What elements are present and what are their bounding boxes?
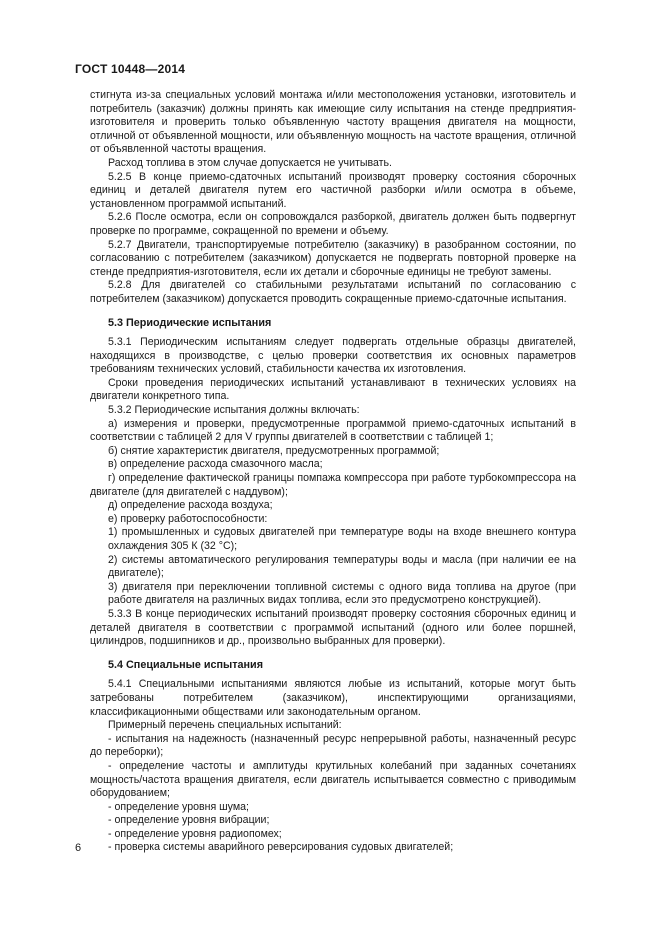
sub-item-3: 3) двигателя при переключении топливной системы с одного вида топлива на другое (при работе двигателя на различных видах топлива, если это предусмотрено конструкцией). xyxy=(108,580,576,607)
list-item-d: д) определение расхода воздуха; xyxy=(108,499,273,512)
list-item-reversing: - проверка системы аварийного реверсирования судовых двигателей; xyxy=(108,841,454,854)
document-body xyxy=(90,89,576,855)
list-item-radio: - определение уровня радиопомех; xyxy=(108,827,282,840)
paragraph-5-2-5: 5.2.5 В конце приемо-сдаточных испытаний производят проверку состояния сборочных единиц и деталей двигателя путем его частичной разборки и/или осмотра в объеме, установленном программой испытаний. xyxy=(90,170,576,210)
document-header: ГОСТ 10448—2014 xyxy=(75,62,186,76)
list-item-b: б) снятие характеристик двигателя, предусмотренных программой; xyxy=(108,444,440,457)
list-item-vibration: - определение уровня вибрации; xyxy=(108,814,270,827)
paragraph-periodic-terms: Сроки проведения периодических испытаний устанавливают в технических условиях на двигатели конкретного типа. xyxy=(90,376,576,403)
paragraph-5-3-3: 5.3.3 В конце периодических испытаний производят проверку состояния сборочных единиц и деталей двигателя в соответствии с программой испытаний (одного или более поршней, цилиндров, подшипников и др., произвольно выбранных для проверки). xyxy=(90,607,576,648)
sub-item-2: 2) системы автоматического регулирования температуры воды и масла (при наличии ее на двигателе); xyxy=(108,553,576,580)
paragraph-5-4-1: 5.4.1 Специальными испытаниями являются любые из испытаний, которые могут быть затребованы потребителем (заказчиком), инспектирующими организациями, классификационными обществами или законодательным органом. xyxy=(90,678,576,718)
section-heading-5-4: 5.4 Специальные испытания xyxy=(108,658,263,671)
list-item-noise: - определение уровня шума; xyxy=(108,800,249,813)
paragraph-continuation: стигнута из-за специальных условий монтажа и/или местоположения установки, изготовитель и потребитель (заказчик) должны принять как имеющие силу испытания на стенде предприятия-изготовителя и проверить только объявленную частоту вращения двигателя на мощности, отличной от объявленной мощности, или объявленную мощность на частоте вращения, отличной от объявленной частоты вращения. xyxy=(90,89,576,156)
page-number: 6 xyxy=(75,842,82,854)
list-item-e: е) проверку работоспособности: xyxy=(108,512,268,525)
paragraph-5-2-8: 5.2.8 Для двигателей со стабильными результатами испытаний по согласованию с потребителем (заказчиком) допускается проводить сокращенные приемо-сдаточные испытания. xyxy=(90,279,576,305)
paragraph-5-2-7: 5.2.7 Двигатели, транспортируемые потребителю (заказчику) в разобранном состоянии, по согласованию с потребителем (заказчиком) допускается не подвергать повторной проверке на стенде предприятия-изготовителя, если их детали и сборочные единицы не требуют замены. xyxy=(90,238,576,278)
list-item-v: в) определение расхода смазочного масла; xyxy=(108,458,323,471)
sub-item-1: 1) промышленных и судовых двигателей при температуре воды на входе внешнего контура охлаждения 305 К (32 °С); xyxy=(108,526,576,552)
paragraph-5-2-6: 5.2.6 После осмотра, если он сопровождался разборкой, двигатель должен быть подвергнут проверке по программе, сокращенной по времени и объему. xyxy=(90,211,576,237)
paragraph-special-list-intro: Примерный перечень специальных испытаний: xyxy=(108,719,342,732)
list-item-reliability: - испытания на надежность (назначенный ресурс непрерывной работы, назначенный ресурс до переборки); xyxy=(90,732,576,759)
list-item-torsional: - определение частоты и амплитуды крутильных колебаний при заданных сочетаниях мощность/частота вращения двигателя, если двигатель испытывается совместно с приводимым оборудованием; xyxy=(90,759,576,800)
paragraph-5-3-2: 5.3.2 Периодические испытания должны включать: xyxy=(108,404,360,417)
list-item-a: а) измерения и проверки, предусмотренные программой приемо-сдаточных испытаний в соответствии с таблицей 2 для V группы двигателей в соответствии с таблицей 1; xyxy=(90,417,576,444)
section-heading-5-3: 5.3 Периодические испытания xyxy=(108,316,272,329)
list-item-g: г) определение фактической границы помпажа компрессора при работе турбокомпрессора на двигателе (для двигателей с наддувом); xyxy=(90,472,576,498)
paragraph-5-3-1: 5.3.1 Периодическим испытаниям следует подвергать отдельные образцы двигателей, находящихся в производстве, с целью проверки соответствия их основных параметров требованиям технических условий, стабильности качества их изготовления. xyxy=(90,336,576,376)
paragraph-fuel-note: Расход топлива в этом случае допускается не учитывать. xyxy=(108,156,392,169)
